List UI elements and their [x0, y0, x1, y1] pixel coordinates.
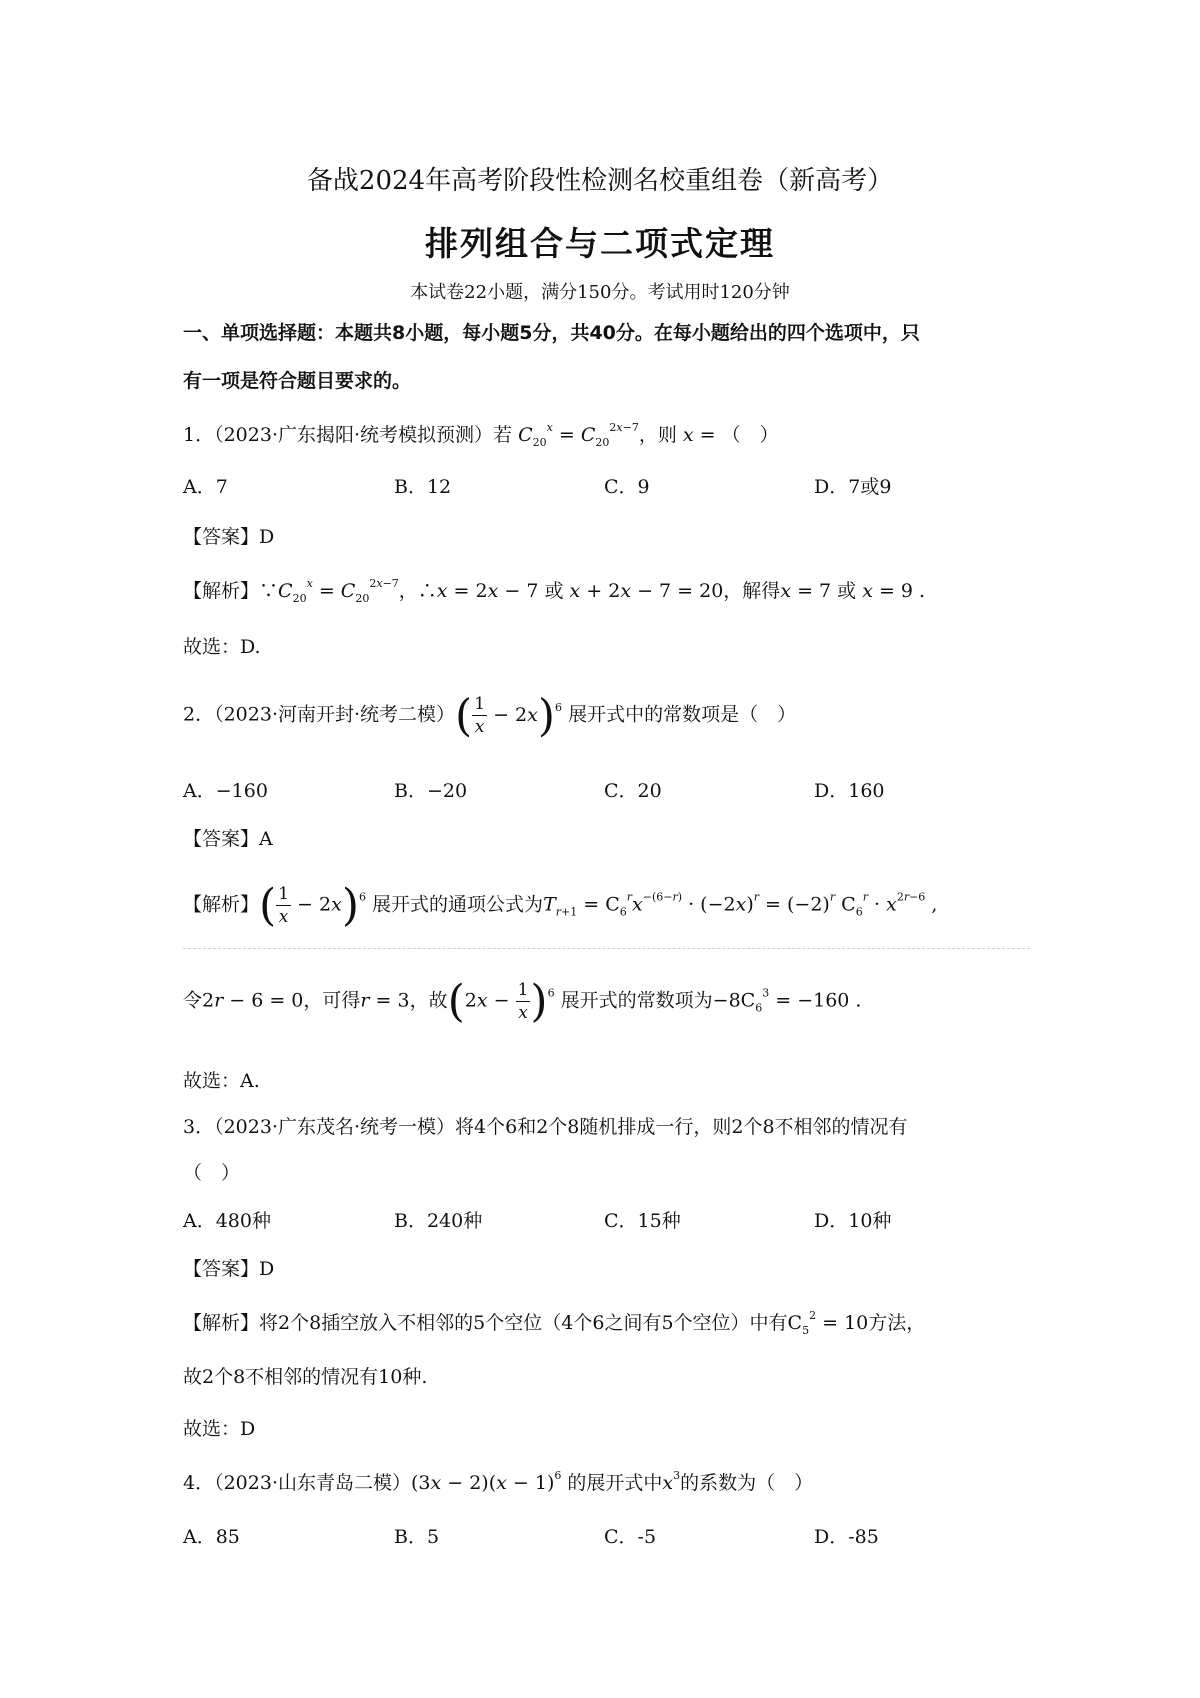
q3-option-b: B．240种: [394, 1210, 483, 1232]
q1-option-d: D．7或9: [814, 476, 892, 498]
q1-answer: 【答案】D: [183, 526, 275, 548]
exam-info: 本试卷22小题，满分150分。考试用时120分钟: [410, 282, 790, 303]
q1-option-c: C．9: [604, 476, 650, 498]
q2-analysis-line2: 令2r − 6 = 0，可得r = 3，故(2x − $\frac{1}{x}$ )$^6$ 展开式的常数项为$-8C_6^3 = -160$ .: [183, 976, 862, 1027]
q2-analysis: 【解析】( $\frac{1}{x}$ − 2x)$^6$ 展开式的通项公式为$T_{r+1} = C_6^rx^{-(6-r)} \cdot (-2x)^r = (-2)^r$ $C_6^r \cdot x^{2r-6}$ ,: [183, 880, 938, 931]
question-4-stem: 4．（2023·山东青岛二模）$(3x - 2)(x - 1)^6$ 的展开式中$x^3$的系数为（ ）: [183, 1469, 814, 1494]
subject-title: 排列组合与二项式定理: [425, 224, 775, 263]
q3-option-d: D．10种: [814, 1210, 892, 1232]
q1-option-a: A．7: [183, 476, 228, 498]
exam-title: 备战2024年高考阶段性检测名校重组卷（新高考）: [306, 166, 894, 196]
q4-option-a: A．85: [183, 1526, 240, 1548]
q3-analysis: 【解析】将2个8插空放入不相邻的5个空位（4个6之间有5个空位）中有$C_5^2 = 10$方法，: [183, 1309, 926, 1337]
q1-analysis: 【解析】$\because C_{20}^x = C_{20}^{2x-7}$，∴x = 2x − 7 或 x + 2x − 7 = 20，解得x = 7 或 x = 9 .: [183, 577, 926, 605]
question-3-stem: 3．（2023·广东茂名·统考一模）将4个6和2个8随机排成一行，则2个8不相邻的情况有: [183, 1116, 908, 1138]
q2-expression: ( $\frac{1}{x}$ − 2x)$^6$: [455, 690, 563, 741]
q3-option-a: A．480种: [183, 1210, 271, 1232]
question-2-stem: 2．（2023·河南开封·统考二模）( $\frac{1}{x}$ − 2x)$^6$ 展开式中的常数项是（ ）: [183, 690, 797, 741]
q2-option-d: D．160: [814, 780, 885, 802]
question-1-stem: 1．（2023·广东揭阳·统考模拟预测）若 $C_{20}^x = C_{20}^{2x-7}$，则 x = （ ）: [183, 421, 779, 449]
q4-option-b: B．5: [394, 1526, 440, 1548]
page-divider: [183, 948, 1030, 949]
q3-conclusion: 故选：D: [183, 1418, 256, 1440]
q3-analysis-line2: 故2个8不相邻的情况有10种.: [183, 1366, 428, 1388]
q3-blank: （ ）: [183, 1162, 241, 1184]
q2-option-c: C．20: [604, 780, 662, 802]
q1-option-b: B．12: [394, 476, 452, 498]
q2-option-a: A．−160: [183, 780, 268, 802]
section-heading-line2: 有一项是符合题目要求的。: [183, 370, 412, 392]
q4-option-d: D．-85: [814, 1526, 879, 1548]
section-heading-line1: 一、单项选择题：本题共8小题，每小题5分，共40分。在每小题给出的四个选项中，只: [183, 322, 920, 344]
q2-answer: 【答案】A: [183, 828, 273, 850]
q1-conclusion: 故选：D.: [183, 636, 261, 658]
q4-option-c: C．-5: [604, 1526, 657, 1548]
q3-answer: 【答案】D: [183, 1258, 275, 1280]
q2-conclusion: 故选：A.: [183, 1070, 260, 1092]
q2-option-b: B．−20: [394, 780, 468, 802]
q1-equation: $C_{20}^x = C_{20}^{2x-7}$: [518, 421, 639, 449]
q3-option-c: C．15种: [604, 1210, 681, 1232]
